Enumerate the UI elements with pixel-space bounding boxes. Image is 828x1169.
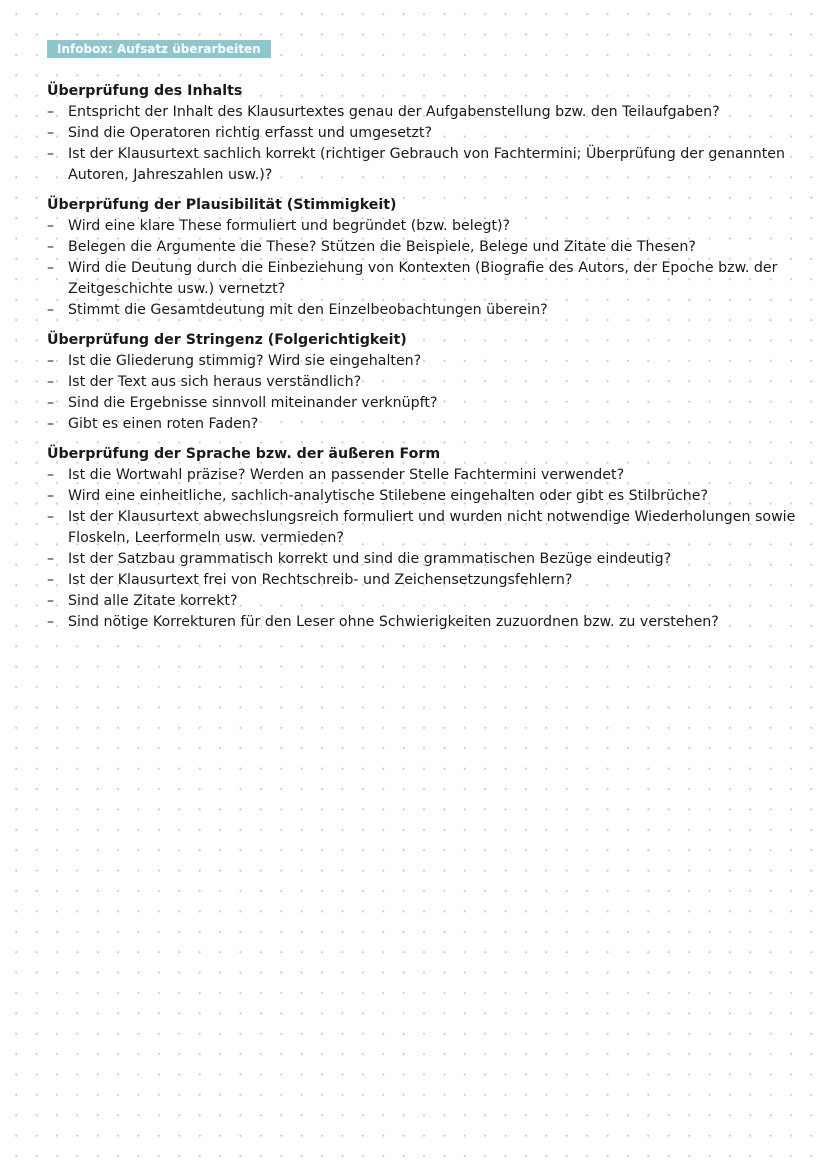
dash-bullet: – — [47, 260, 55, 276]
item-text: Ist der Text aus sich heraus verständlich? — [68, 374, 362, 390]
item-text: Ist der Klausurtext sachlich korrekt (richtiger Gebrauch von Fachtermini; Überprüfung der genannten Autoren, Jahreszahlen usw.)? — [68, 146, 786, 183]
infobox-label: Infobox: Aufsatz überarbeiten — [47, 40, 271, 58]
item-text: Ist der Klausurtext abwechslungsreich formuliert und wurden nicht notwendige Wiederholungen sowie Floskeln, Leerformeln usw. vermieden? — [68, 509, 796, 546]
dash-bullet: – — [47, 218, 55, 234]
dash-bullet: – — [47, 395, 55, 411]
list-item — [47, 393, 807, 414]
checklist — [47, 351, 807, 435]
list-item — [47, 102, 807, 123]
item-text: Entspricht der Inhalt des Klausurtextes genau der Aufgabenstellung bzw. den Teilaufgaben? — [68, 104, 720, 120]
section-stringency — [47, 330, 807, 435]
item-text: Wird eine klare These formuliert und begründet (bzw. belegt)? — [68, 218, 511, 234]
document-page — [47, 38, 807, 633]
item-text: Ist die Wortwahl präzise? Werden an passender Stelle Fachtermini verwendet? — [68, 467, 625, 483]
dash-bullet: – — [47, 572, 55, 588]
list-item — [47, 351, 807, 372]
section-content — [47, 81, 807, 186]
list-item — [47, 507, 807, 549]
checklist — [47, 465, 807, 633]
list-item — [47, 372, 807, 393]
list-item — [47, 570, 807, 591]
list-item — [47, 258, 807, 300]
list-item — [47, 216, 807, 237]
section-title: Überprüfung der Plausibilität (Stimmigkeit) — [47, 197, 397, 213]
item-text: Sind nötige Korrekturen für den Leser ohne Schwierigkeiten zuzuordnen bzw. zu verstehen? — [68, 614, 719, 630]
list-item — [47, 591, 807, 612]
dash-bullet: – — [47, 239, 55, 255]
dash-bullet: – — [47, 146, 55, 162]
list-item — [47, 144, 807, 186]
item-text: Wird die Deutung durch die Einbeziehung von Kontexten (Biografie des Autors, der Epoche bzw. der Zeitgeschichte usw.) vernetzt? — [68, 260, 778, 297]
item-text: Sind die Operatoren richtig erfasst und umgesetzt? — [68, 125, 433, 141]
dash-bullet: – — [47, 488, 55, 504]
dash-bullet: – — [47, 353, 55, 369]
list-item — [47, 123, 807, 144]
checklist — [47, 102, 807, 186]
item-text: Ist der Satzbau grammatisch korrekt und sind die grammatischen Bezüge eindeutig? — [68, 551, 672, 567]
item-text: Sind die Ergebnisse sinnvoll miteinander verknüpft? — [68, 395, 438, 411]
list-item — [47, 549, 807, 570]
dash-bullet: – — [47, 374, 55, 390]
section-title: Überprüfung der Sprache bzw. der äußeren Form — [47, 446, 441, 462]
dash-bullet: – — [47, 125, 55, 141]
dash-bullet: – — [47, 593, 55, 609]
list-item — [47, 486, 807, 507]
section-language — [47, 444, 807, 633]
section-title: Überprüfung der Stringenz (Folgerichtigkeit) — [47, 332, 407, 348]
list-item — [47, 414, 807, 435]
item-text: Gibt es einen roten Faden? — [68, 416, 259, 432]
dash-bullet: – — [47, 509, 55, 525]
dash-bullet: – — [47, 302, 55, 318]
item-text: Sind alle Zitate korrekt? — [68, 593, 238, 609]
list-item — [47, 465, 807, 486]
list-item — [47, 237, 807, 258]
list-item — [47, 612, 807, 633]
dash-bullet: – — [47, 551, 55, 567]
dash-bullet: – — [47, 416, 55, 432]
item-text: Belegen die Argumente die These? Stützen die Beispiele, Belege und Zitate die Thesen? — [68, 239, 696, 255]
dash-bullet: – — [47, 614, 55, 630]
dash-bullet: – — [47, 104, 55, 120]
item-text: Stimmt die Gesamtdeutung mit den Einzelbeobachtungen überein? — [68, 302, 548, 318]
item-text: Ist die Gliederung stimmig? Wird sie eingehalten? — [68, 353, 422, 369]
dash-bullet: – — [47, 467, 55, 483]
list-item — [47, 300, 807, 321]
section-title: Überprüfung des Inhalts — [47, 83, 243, 99]
item-text: Wird eine einheitliche, sachlich-analytische Stilebene eingehalten oder gibt es Stilbrüche? — [68, 488, 708, 504]
section-plausibility — [47, 195, 807, 321]
checklist — [47, 216, 807, 321]
item-text: Ist der Klausurtext frei von Rechtschreib- und Zeichensetzungsfehlern? — [68, 572, 573, 588]
